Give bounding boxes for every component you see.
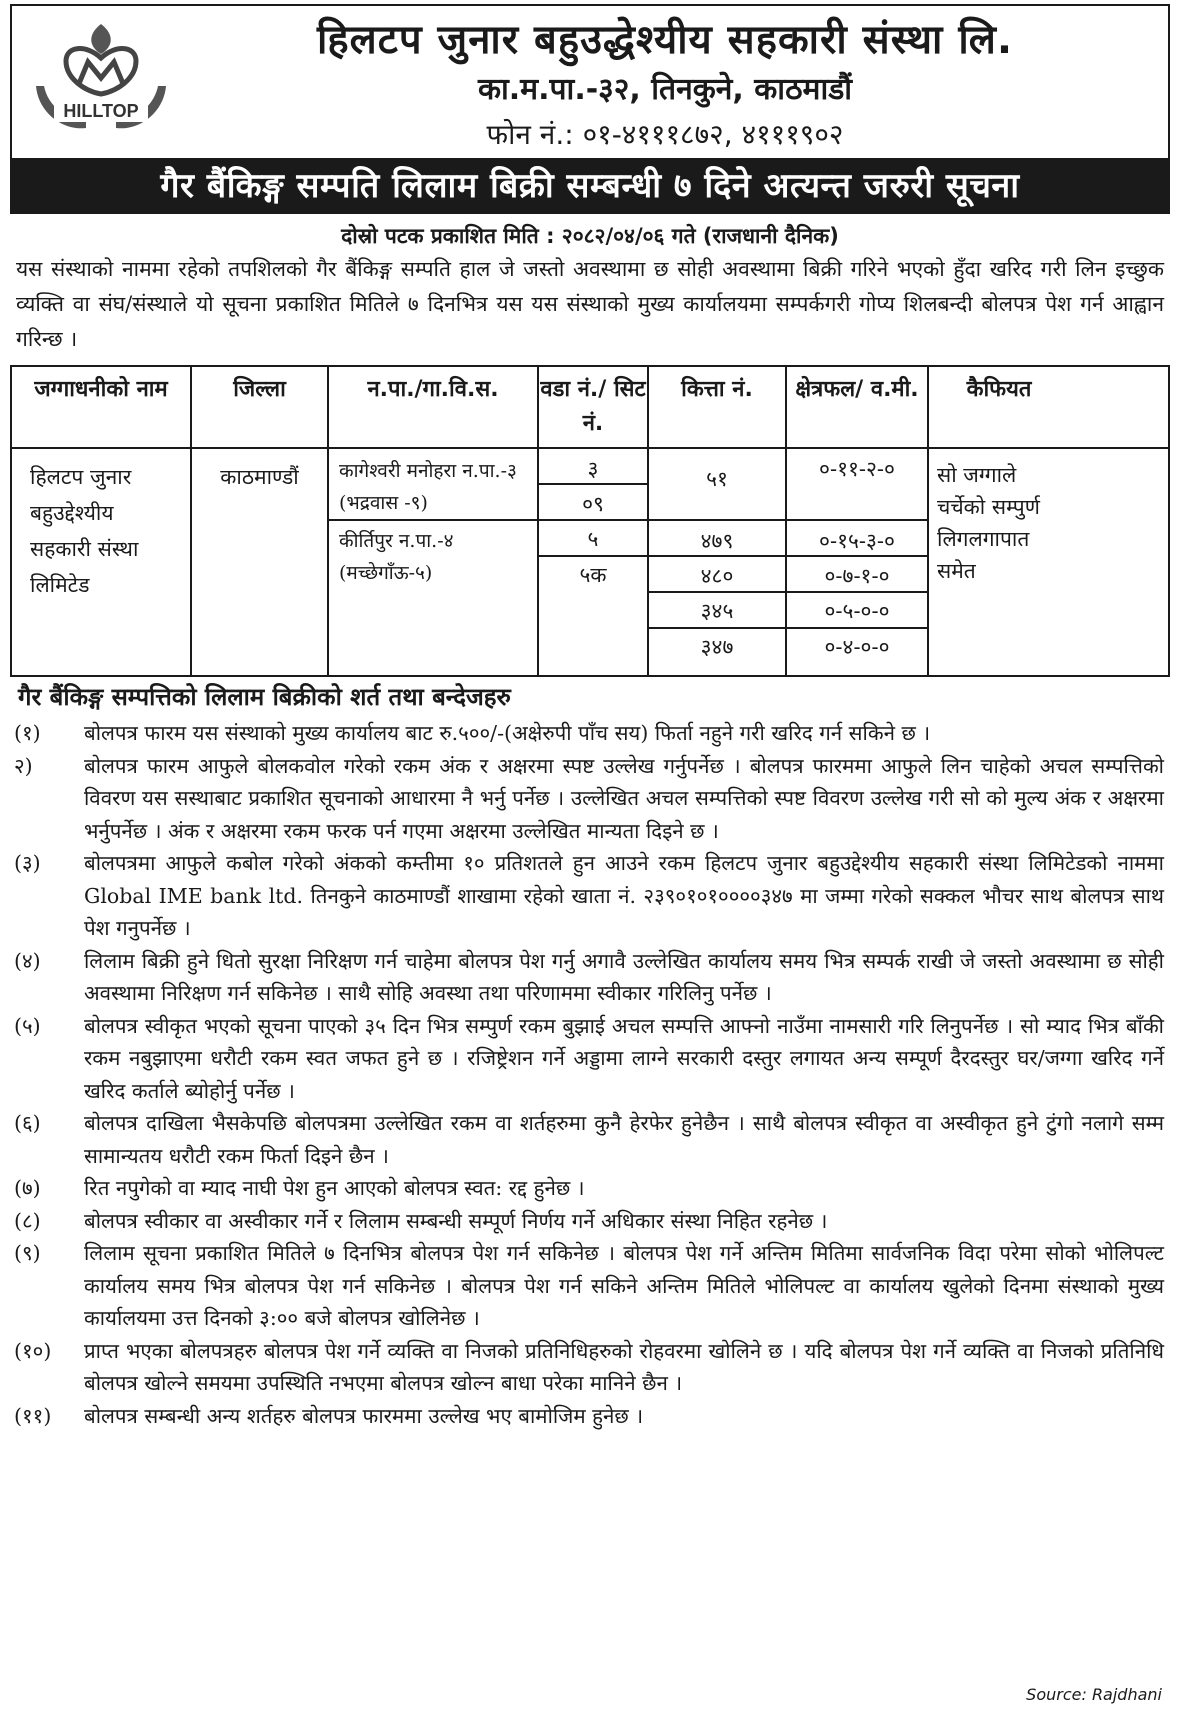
- header: [10, 4, 1170, 158]
- ward-row: ५क: [579, 563, 607, 587]
- kitta-row: ३४७: [700, 635, 734, 659]
- term-item: [10, 1335, 1170, 1400]
- kitta-row: ४७९: [700, 529, 734, 553]
- header-area: क्षेत्रफल/ व.मी.: [795, 377, 919, 402]
- table-divider: [12, 447, 1168, 449]
- district-cell: काठमाण्डौं: [220, 465, 299, 489]
- ward-row: ५: [587, 527, 599, 551]
- term-text: बोलपत्र फारम आफुले बोलकवोल गरेको रकम अंक र अक्षरमा स्पष्ट उल्लेख गर्नुपर्नेछ । बोलपत्र फारममा आफुले लिन चाहेको अचल सम्पत्तिको विवरण यस सस्थाबाट प्रकाशित सूचनाको आधारमा नै भर्नु पर्नेछ । उल्लेखित अचल सम्पत्तिको स्पष्ट विवरण उल्लेख गरी सो को मुल्य अंक र अक्षरमा भर्नुपर्नेछ । अंक र अक्षरमा रकम फरक पर्न गएमा अक्षरमा उल्लेखित मान्यता दिइने छ ।: [84, 753, 1164, 843]
- term-item: [10, 1010, 1170, 1108]
- table-divider: [537, 555, 927, 557]
- table-divider: [647, 627, 927, 629]
- intro-paragraph: यस संस्थाको नाममा रहेको तपशिलको गैर बैंकिङ्ग सम्पति हाल जे जस्तो अवस्थामा छ सोही अवस्थामा बिक्री गरिने भएको हुँदा खरिद गरी लिन इच्छुक व्यक्ति वा संघ/संस्थाले यो सूचना प्रकाशित मितिले ७ दिनभित्र यस यस संस्थाको मुख्य कार्यालयमा सम्पर्कगरी गोप्य शिलबन्दी बोलपत्र पेश गर्न आह्वान गरिन्छ ।: [16, 257, 1164, 351]
- term-item: [10, 945, 1170, 1010]
- term-item: [10, 1205, 1170, 1238]
- table-divider: [190, 367, 192, 675]
- svg-text:HILLTOP: HILLTOP: [63, 101, 139, 121]
- term-text: बोलपत्र दाखिला भैसकेपछि बोलपत्रमा उल्लेखित रकम वा शर्तहरुमा कुनै हेरफेर हुनेछैन । साथै बोलपत्र स्वीकृत वा अस्वीकृत हुने टुंगो नलागे सम्म सामान्यतय धरौटी रकम फिर्ता दिइने छैन ।: [84, 1111, 1164, 1168]
- organization-name: हिलटप जुनार बहुउद्धेश्यीय सहकारी संस्था लि.: [316, 17, 1014, 63]
- term-number: (१०): [14, 1338, 52, 1363]
- kitta-row: ३४५: [700, 599, 734, 623]
- term-number: (३): [14, 851, 41, 875]
- header-municipality: न.पा./गा.वि.स.: [367, 377, 499, 402]
- term-number: (५): [14, 1013, 41, 1038]
- term-item: [10, 1400, 1170, 1433]
- hilltop-logo: [26, 16, 176, 141]
- municipality-2-cell: कीर्तिपुर न.पा.-४ (मच्छेगाँऊ-५): [339, 530, 454, 584]
- table-divider: [647, 591, 927, 593]
- notice-title-banner: गैर बैंकिङ्ग सम्पति लिलाम बिक्री सम्बन्धी ७ दिने अत्यन्त जरुरी सूचना: [10, 158, 1170, 214]
- ward-row: ३: [587, 457, 599, 481]
- term-text: रित नपुगेको वा म्याद नाघी पेश हुन आएको बोलपत्र स्वत: रद्द हुनेछ ।: [84, 1176, 585, 1200]
- remarks-cell: सो जग्गाले चर्चेको सम्पुर्ण लिगलगापात समेत: [937, 463, 1040, 583]
- terms-list: [10, 717, 1170, 1432]
- term-text: बोलपत्र सम्बन्धी अन्य शर्तहरु बोलपत्र फारममा उल्लेख भए बामोजिम हुनेछ ।: [84, 1403, 644, 1428]
- term-text: बोलपत्र फारम यस संस्थाको मुख्य कार्यालय बाट रु.५००/-(अक्षेरुपी पाँच सय) फिर्ता नहुने गरी खरिद गर्न सकिने छ ।: [84, 721, 931, 745]
- term-item: [10, 847, 1170, 945]
- organization-address: का.म.पा.-३२, तिनकुने, काठमाडौं: [477, 72, 853, 107]
- source-credit: Source: Rajdhani: [1026, 1685, 1162, 1704]
- term-item: [10, 1237, 1170, 1335]
- term-number: २): [14, 753, 33, 778]
- kitta-row: ५१: [706, 467, 728, 491]
- term-item: [10, 1172, 1170, 1205]
- municipality-1-cell: कागेश्वरी मनोहरा न.पा.-३ (भद्रवास -९): [339, 460, 517, 514]
- term-item: [10, 750, 1170, 848]
- table-divider: [537, 367, 539, 675]
- term-text: बोलपत्र स्वीकार वा अस्वीकार गर्ने र लिलाम सम्बन्धी सम्पूर्ण निर्णय गर्ने अधिकार संस्था निहित रहनेछ ।: [84, 1208, 828, 1233]
- area-row: ०-११-२-०: [819, 457, 895, 481]
- term-text: बोलपत्रमा आफुले कबोल गरेको अंकको कम्तीमा १० प्रतिशतले हुन आउने रकम हिलटप जुनार बहुउद्देश्यीय सहकारी संस्था लिमिटेडको नाममा Global IME bank ltd. तिनकुने काठमाण्डौं शाखामा रहेको खाता नं. २३९०१०१००००३४७ मा जम्मा गरेको सक्कल भौचर साथ बोलपत्र साथ पेश गनुपर्नेछ ।: [84, 851, 1164, 940]
- table-divider: [327, 367, 329, 675]
- term-number: (६): [14, 1111, 41, 1135]
- header-kitta: कित्ता नं.: [681, 377, 753, 402]
- area-row: ०-४-०-०: [824, 635, 890, 659]
- area-row: ०-५-०-०: [824, 599, 890, 623]
- kitta-row: ४८०: [700, 564, 734, 588]
- term-text: लिलाम सूचना प्रकाशित मितिले ७ दिनभित्र बोलपत्र पेश गर्न सकिनेछ । बोलपत्र पेश गर्ने अन्तिम मितिमा सार्वजनिक विदा परेमा सोको भोलिपल्ट कार्यालय समय भित्र बोलपत्र पेश गर्न सकिनेछ । बोलपत्र पेश गर्न सकिने अन्तिम मितिले भोलिपल्ट वा कार्यालय खुलेको दिनमा संस्थाको मुख्य कार्यालयमा उत्त दिनको ३:०० बजे बोलपत्र खोलिनेछ ।: [84, 1241, 1164, 1330]
- header-owner: जग्गाधनीको नाम: [34, 377, 168, 402]
- table-divider: [927, 367, 929, 675]
- header-ward: वडा नं./ सिट नं.: [540, 377, 646, 436]
- ward-row: ०९: [582, 492, 604, 516]
- owner-cell: हिलटप जुनार बहुउद्देश्यीय सहकारी संस्था लिमिटेड: [30, 465, 139, 597]
- term-number: (१): [14, 721, 41, 745]
- term-text: लिलाम बिक्री हुने धितो सुरक्षा निरिक्षण गर्न चाहेमा बोलपत्र पेश गर्नु अगावै उल्लेखित कार्यालय समय भित्र सम्पर्क राखी जे जस्तो अवस्थामा छ सोही अवस्थामा निरिक्षण गर्न सकिनेछ । साथै सोहि अवस्था तथा परिणाममा स्वीकार गरिलिनु पर्नेछ ।: [84, 948, 1164, 1005]
- term-number: (४): [14, 948, 41, 973]
- header-district: जिल्ला: [233, 377, 286, 402]
- term-number: (९): [14, 1241, 41, 1265]
- terms-title: गैर बैंकिङ्ग सम्पत्तिको लिलाम बिक्रीको शर्त तथा बन्देजहरु: [18, 683, 511, 711]
- term-number: (११): [14, 1403, 52, 1428]
- term-text: बोलपत्र स्वीकृत भएको सूचना पाएको ३५ दिन भित्र सम्पुर्ण रकम बुझाई अचल सम्पत्ति आफ्नो नाउँमा नामसारी गरि लिनुपर्नेछ । सो म्याद भित्र बाँकी रकम नबुझाएमा धरौटी रकम स्वत जफत हुने छ । रजिष्ट्रेशन गर्ने अड्डामा लाग्ने सरकारी दस्तुर लगायत अन्य सम्पूर्ण दैरदस्तुर घर/जग्गा खरिद गर्ने खरिद कर्ताले ब्योहोर्नु पर्नेछ ।: [84, 1013, 1164, 1103]
- term-item: [10, 717, 1170, 750]
- term-number: (८): [14, 1208, 41, 1233]
- table-divider: [327, 519, 927, 521]
- header-remarks: कैफियत: [966, 377, 1032, 402]
- area-row: ०-१५-३-०: [819, 529, 895, 553]
- organization-phone: फोन नं.: ०१-४१११८७२, ४१११९०२: [486, 118, 844, 151]
- publication-date-line: दोस्रो पटक प्रकाशित मिति : २०८२/०४/०६ गते (राजधानी दैनिक): [341, 224, 839, 248]
- notice-document: [10, 4, 1170, 1704]
- term-number: (७): [14, 1176, 41, 1200]
- term-item: [10, 1107, 1170, 1172]
- area-row: ०-७-१-०: [824, 564, 890, 588]
- table-divider: [537, 483, 647, 485]
- term-text: प्राप्त भएका बोलपत्रहरु बोलपत्र पेश गर्ने व्यक्ति वा निजको प्रतिनिधिहरुको रोहवरमा खोलिने छ । यदि बोलपत्र पेश गर्ने व्यक्ति वा निजको प्रतिनिधि बोलपत्र खोल्ने समयमा उपस्थिति नभएमा बोलपत्र खोल्न बाधा परेका मानिने छैन ।: [84, 1338, 1164, 1395]
- property-table: [10, 365, 1170, 677]
